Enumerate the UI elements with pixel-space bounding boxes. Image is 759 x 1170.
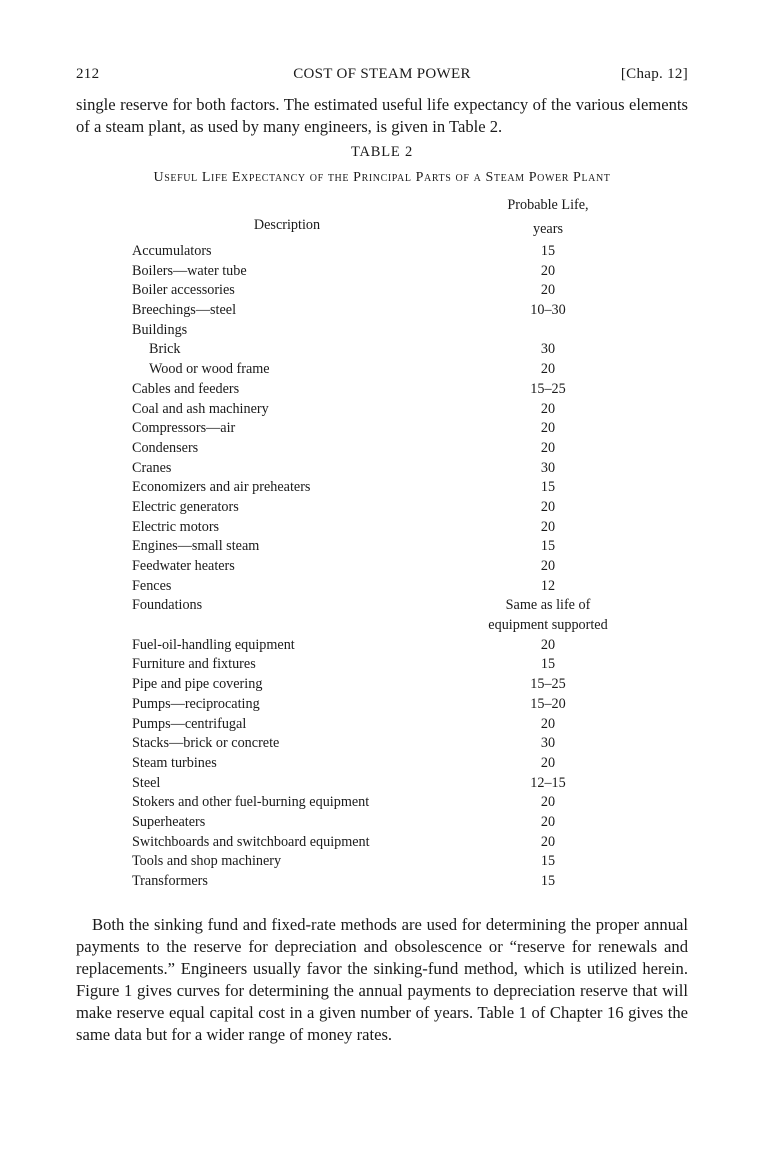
table-row xyxy=(132,537,698,557)
table-row xyxy=(132,833,698,853)
table-row xyxy=(132,340,698,360)
row-description: Breechings—steel xyxy=(132,302,237,319)
table-title: Useful Life Expectancy of the Principal Parts of a Steam Power Plant xyxy=(153,170,611,185)
table-row xyxy=(132,518,698,538)
row-description: Stokers and other fuel-burning equipment xyxy=(132,794,370,811)
row-life: 20 xyxy=(540,262,556,279)
running-head xyxy=(76,66,688,90)
intro-paragraph: single reserve for both factors. The estimated useful life expectancy of the various elements of a steam plant, as used by many engineers, is given in Table 2. xyxy=(76,95,688,136)
row-description: Accumulators xyxy=(132,243,212,259)
table-row xyxy=(132,281,698,301)
table-row xyxy=(132,400,698,420)
row-life: 20 xyxy=(540,518,556,535)
row-life: 20 xyxy=(540,420,556,437)
row-life: 15–20 xyxy=(530,695,566,712)
column-header-description: Description xyxy=(253,217,321,233)
row-life: 15–25 xyxy=(530,380,566,397)
table-row xyxy=(132,262,698,282)
row-life: 20 xyxy=(540,813,556,830)
table-row xyxy=(132,774,698,794)
row-description: Furniture and fixtures xyxy=(132,656,256,673)
table-row xyxy=(132,478,698,498)
row-description: Transformers xyxy=(132,873,208,890)
row-description: Electric generators xyxy=(132,498,239,515)
row-life: 15 xyxy=(540,479,556,496)
row-description: Stacks—brick or concrete xyxy=(132,735,280,752)
row-life: 20 xyxy=(540,361,556,378)
table-row xyxy=(132,557,698,577)
table-row xyxy=(132,813,698,833)
table-row xyxy=(132,242,698,262)
row-description: Boilers—water tube xyxy=(132,262,247,279)
row-description: Cables and feeders xyxy=(132,380,240,397)
table-row xyxy=(132,695,698,715)
row-life: 15 xyxy=(540,656,556,673)
row-life: 10–30 xyxy=(530,302,566,319)
column-header-life xyxy=(468,193,628,241)
row-description: Steam turbines xyxy=(132,754,217,771)
row-life: Same as life of xyxy=(505,597,591,614)
table-row xyxy=(132,439,698,459)
table-row xyxy=(132,655,698,675)
row-description: Steel xyxy=(132,774,161,791)
row-description: Cranes xyxy=(132,459,172,476)
table-row-group xyxy=(132,321,698,341)
table-row xyxy=(132,675,698,695)
row-description: Condensers xyxy=(132,439,199,456)
row-life: 20 xyxy=(540,833,556,850)
row-life: 20 xyxy=(540,558,556,574)
table-row xyxy=(132,596,698,635)
column-header-life-line2: years xyxy=(533,221,563,237)
closing-paragraph: Both the sinking fund and fixed-rate methods are used for determining the proper annual payments to the reserve for depreciation and obsolescence or “reserve for renewals and replacements.” Engineers usually favor the sinking-fund method, which is utilized herein. Figure 1 gives curves for determining the annual payments to depreciation reserve that will make reserve equal capital cost in a given number of years. Table 1 of Chapter 16 gives the same data but for a wider range of money rates. xyxy=(76,914,688,1044)
column-header-life-line1: Probable Life, xyxy=(507,197,589,213)
row-life: 15 xyxy=(540,873,556,890)
row-description: Fuel-oil-handling equipment xyxy=(132,636,295,653)
row-life: 30 xyxy=(540,459,556,476)
table-row xyxy=(132,498,698,518)
table-row xyxy=(132,380,698,400)
row-description: Switchboards and switchboard equipment xyxy=(132,833,370,850)
row-life-continuation: equipment supported xyxy=(488,617,608,634)
table-row xyxy=(132,852,698,872)
row-life: 20 xyxy=(540,754,556,771)
table-row xyxy=(132,577,698,597)
row-life: 20 xyxy=(540,715,556,732)
life-expectancy-table xyxy=(132,192,698,892)
row-description: Superheaters xyxy=(132,813,206,830)
row-description: Fences xyxy=(132,577,172,594)
row-description: Coal and ash machinery xyxy=(132,400,269,417)
row-description: Tools and shop machinery xyxy=(132,853,282,870)
table-row xyxy=(132,754,698,774)
book-page xyxy=(76,66,688,1046)
row-description: Wood or wood frame xyxy=(149,361,270,378)
row-life: 12–15 xyxy=(530,774,566,791)
row-life: 20 xyxy=(540,636,556,653)
table-row xyxy=(132,734,698,754)
row-description: Buildings xyxy=(132,321,188,338)
table-row xyxy=(132,872,698,892)
table-label: TABLE 2 xyxy=(350,144,414,160)
row-life: 30 xyxy=(540,735,556,752)
table-row xyxy=(132,793,698,813)
row-life: 20 xyxy=(540,498,556,515)
row-description: Pipe and pipe covering xyxy=(132,676,263,693)
table-row xyxy=(132,715,698,735)
row-life: 30 xyxy=(540,341,556,358)
row-description: Pumps—reciprocating xyxy=(132,695,260,712)
row-life: 15–25 xyxy=(530,676,566,693)
chapter-label: [Chap. 12] xyxy=(620,66,688,82)
table-row xyxy=(132,360,698,380)
row-description: Electric motors xyxy=(132,518,220,535)
row-description: Engines—small steam xyxy=(132,538,260,555)
row-description: Boiler accessories xyxy=(132,282,235,299)
row-life: 20 xyxy=(540,794,556,811)
row-description: Foundations xyxy=(132,597,203,614)
table-header xyxy=(132,192,698,242)
row-life: 15 xyxy=(540,853,556,870)
running-title: COST OF STEAM POWER xyxy=(293,66,471,82)
row-description: Compressors—air xyxy=(132,420,236,437)
row-life: 15 xyxy=(540,243,556,259)
row-description: Economizers and air preheaters xyxy=(132,479,311,496)
row-life: 20 xyxy=(540,439,556,456)
row-life: 20 xyxy=(540,282,556,299)
table-row xyxy=(132,459,698,479)
table-row xyxy=(132,636,698,656)
table-row xyxy=(132,419,698,439)
row-description: Feedwater heaters xyxy=(132,558,235,574)
row-description: Pumps—centrifugal xyxy=(132,715,247,732)
row-life: 12 xyxy=(540,577,556,594)
row-life: 20 xyxy=(540,400,556,417)
page-number: 212 xyxy=(76,66,100,82)
table-row xyxy=(132,301,698,321)
row-description: Brick xyxy=(149,341,181,358)
row-life: 15 xyxy=(540,538,556,555)
